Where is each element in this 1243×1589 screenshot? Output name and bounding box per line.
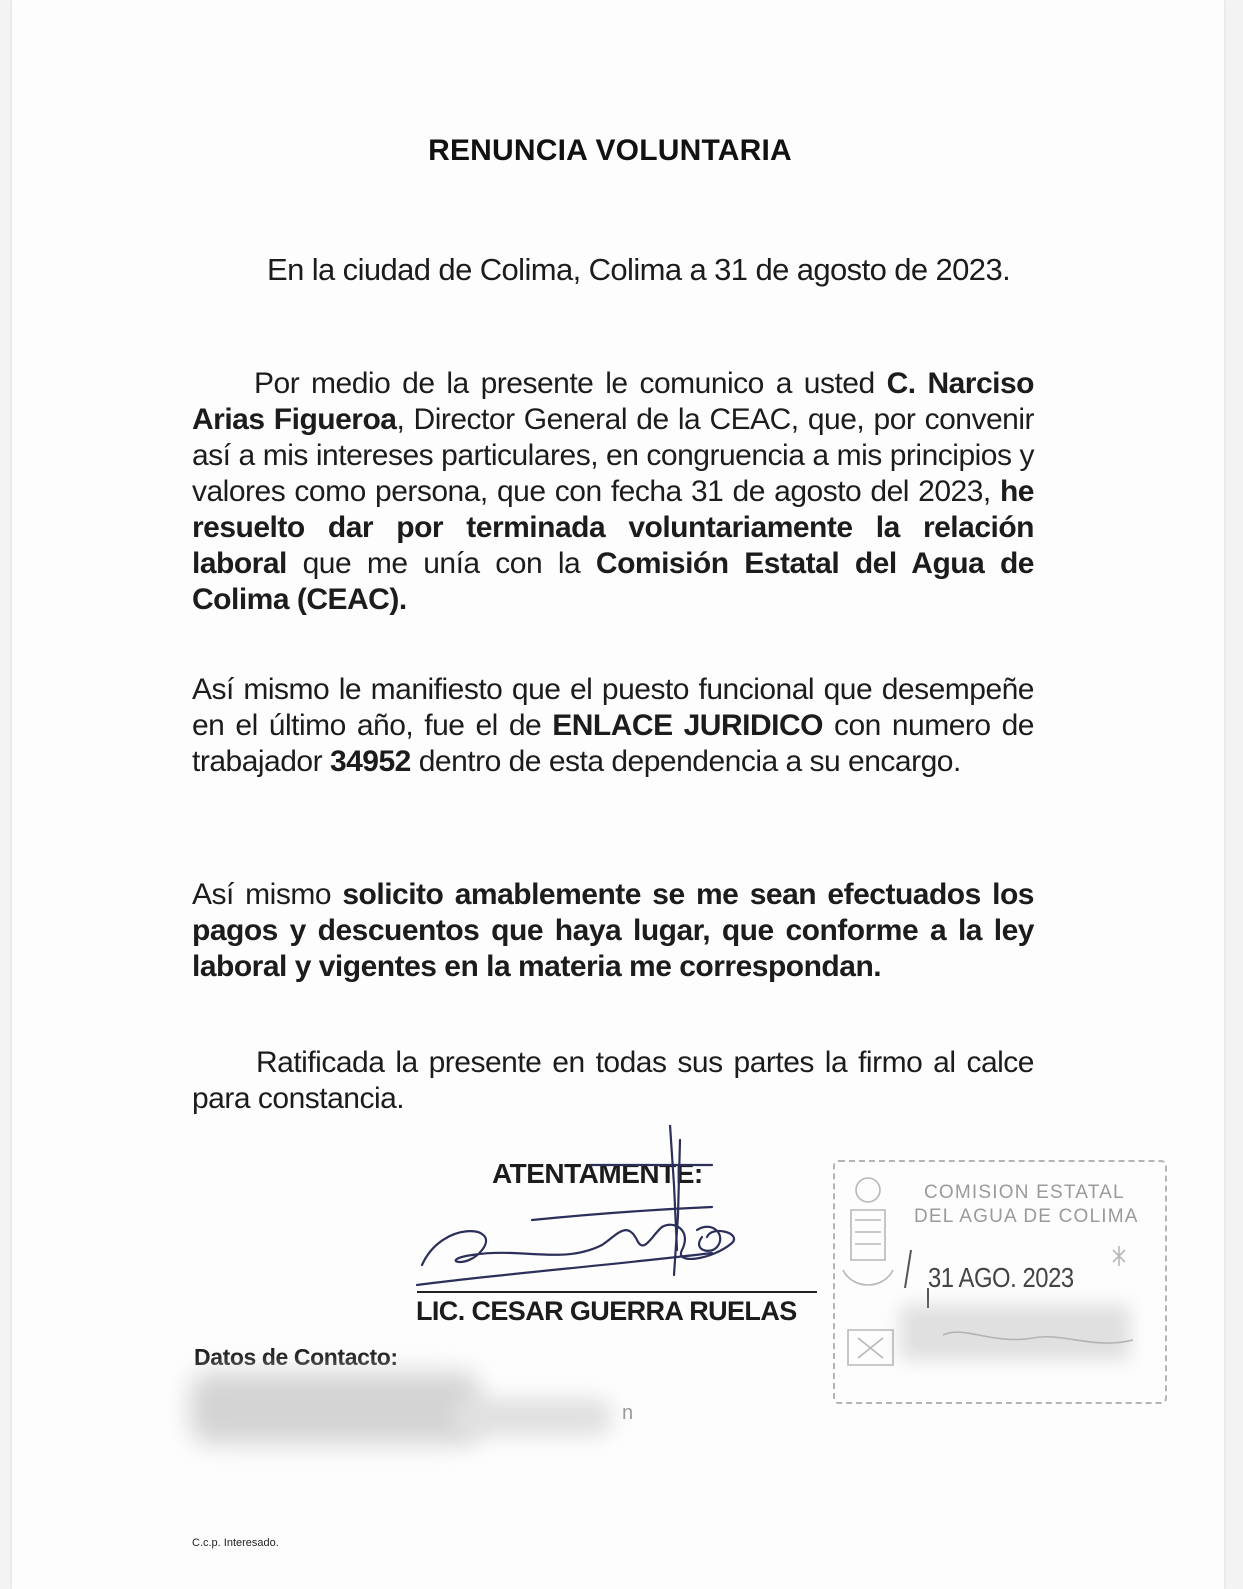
p1-text-3: que me unía con la: [286, 547, 596, 580]
stamp-date: 31 AGO. 2023: [928, 1262, 1074, 1293]
p2-bold-position: ENLACE JURIDICO: [552, 709, 823, 742]
redacted-stamp-area: [900, 1305, 1130, 1360]
paragraph-position: [192, 672, 1034, 780]
p2-bold-worker-number: 34952: [329, 745, 411, 778]
stamp-line-2: DEL AGUA DE COLIMA: [914, 1206, 1139, 1227]
contact-heading: Datos de Contacto:: [194, 1344, 398, 1370]
p1-bold-statement: he resuelto dar por terminada voluntariamente la relación laboral: [192, 475, 1034, 580]
redacted-contact-1: [190, 1372, 480, 1444]
ccp-note: C.c.p. Interesado.: [192, 1537, 279, 1549]
paragraph-ratification: Ratificada la presente en todas sus partes la firmo al calce para constancia.: [192, 1046, 1034, 1115]
p2-text-3: dentro de esta dependencia a su encargo.: [410, 745, 961, 778]
stamp-line-1: COMISION ESTATAL: [924, 1182, 1125, 1203]
paragraph-payments: [192, 877, 1034, 985]
p1-bold-recipient: C. Narciso Arias Figueroa: [192, 367, 1034, 436]
p2-text-1: Así mismo le manifiesto que el puesto funcional que desempeñe en el último año, fue el de: [192, 673, 1034, 742]
document-title: RENUNCIA VOLUNTARIA: [428, 134, 792, 167]
p3-text-1: Así mismo: [192, 878, 343, 911]
p3-bold-request: solicito amablemente se me sean efectuados los pagos y descuentos que haya lugar, que conforme a la ley laboral y vigentes en la materia me correspondan.: [192, 878, 1034, 983]
contact-trailing-text: n: [622, 1402, 634, 1424]
p1-bold-organization: Comisión Estatal del Agua de Colima (CEAC).: [192, 547, 1034, 616]
closing-atentamente: ATENTAMENTE:: [492, 1158, 703, 1189]
p1-text-2: , Director General de la CEAC, que, por convenir así a mis intereses particulares, en congruencia a mis principios y valores como persona, que con fecha 31 de agosto del 2023,: [192, 403, 1034, 508]
signer-name: LIC. CESAR GUERRA RUELAS: [416, 1296, 797, 1326]
paragraph-resignation: [192, 366, 1034, 618]
handwritten-signature: [412, 1125, 772, 1315]
date-line: En la ciudad de Colima, Colima a 31 de agosto de 2023.: [267, 252, 1011, 287]
p1-text-1: Por medio de la presente le comunico a usted: [254, 367, 887, 400]
redacted-contact-2: [452, 1398, 612, 1436]
p2-text-2: con numero de trabajador: [192, 709, 1034, 778]
